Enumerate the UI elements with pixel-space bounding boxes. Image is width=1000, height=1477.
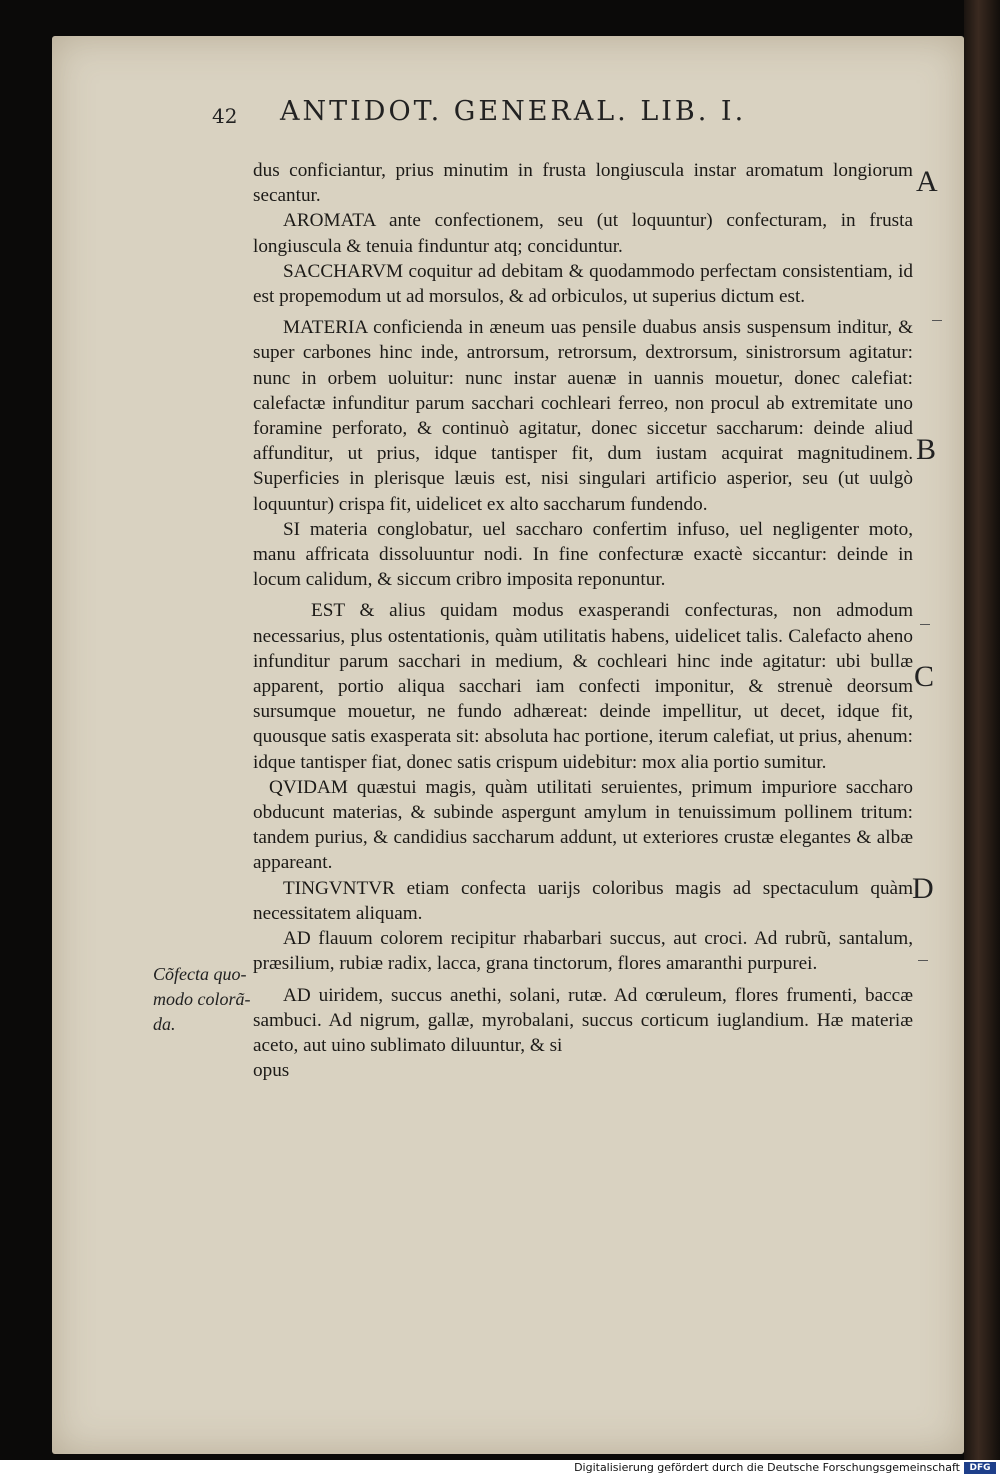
marginal-note-line: Cõfecta quo-	[153, 964, 247, 984]
page-number: 42	[212, 104, 238, 128]
dfg-logo-icon: DFG	[964, 1462, 996, 1474]
main-text	[253, 158, 913, 1083]
paragraph-6: EST & alius quidam modus exasperandi confecturas, non admodum necessarius, plus ostentationis, quàm utilitatis habens, uidelicet talis. Calefacto aheno infunditur parum sacchari in medium, & cochleari hinc inde agitatur: ubi bullæ apparent, portio aliqua sacchari iam confecti imponitur, & strenuè deorsum sursumque mouetur, ne fundo adhæreat: deinde impellitur, ut decet, idque fit, quousque satis exasperata sit: absoluta hac portione, iterum calefiat, ut prius, ahenum: idque tantisper fiat, donec satis crispum uidebitur: mox alia portio sumitur.	[253, 600, 913, 773]
running-header	[212, 96, 852, 136]
margin-letter-b: B	[916, 433, 937, 466]
paragraph-5: SI materia conglobatur, uel saccharo confertim infuso, uel negligenter moto, manu affricata dissoluuntur nodi. In fine confecturæ exactè siccantur: deinde in locum calidum, & siccum cribro imposita reponuntur.	[253, 518, 913, 591]
footer-bar	[0, 1460, 1000, 1477]
catchword: opus	[253, 1060, 290, 1082]
paragraph-3: SACCHARVM coquitur ad debitam & quodammodo perfectam consistentiam, id est propemodum ut ad morsulos, & ad orbiculos, ut superius dictum est.	[253, 260, 913, 308]
marginal-note	[153, 962, 253, 1037]
paragraph-2: AROMATA ante confectionem, seu (ut loquuntur) confecturam, in frusta longiuscula & tenuia finduntur atq; conciduntur.	[253, 210, 913, 257]
paragraph-10: AD uiridem, succus anethi, solani, rutæ. Ad cœruleum, flores frumenti, baccæ sambuci. Ad nigrum, gallæ, myrobalani, succus corticum iuglandium. Hæ materiæ aceto, aut uino sublimato diluuntur, & si	[253, 984, 913, 1056]
paragraph-1: dus conficiantur, prius minutim in frusta longiuscula instar aromatum longiorum secantur.	[253, 160, 913, 207]
paragraph-8: TINGVNTVR etiam confecta uarijs coloribus magis ad spectaculum quàm necessitatem aliquam.	[253, 877, 913, 924]
paragraph-4: MATERIA conficienda in æneum uas pensile duabus ansis suspensum inditur, & super carbones hinc inde, antrorsum, retrorsum, dextrorsum, sinistrorsum agitatur: nunc in orbem uoluitur: nunc instar auenæ in uannis mouetur, donec calefiat: calefactæ infunditur parum sacchari cochleari ferreo, non procul ab extremitate uno foramine perforato, & continuò agitatur, donec siccetur saccharum: deinde aliud affunditur, ut prius, idque tantisper fit, dum iustam acquirat magnitudinem. Superficies in plerisque læuis est, nisi singulari artificio asperior, seu (ut uulgò loquuntur) crispa fit, uidelicet ex alto saccharum fundendo.	[253, 317, 913, 515]
funding-credit: Digitalisierung gefördert durch die Deutsche Forschungsgemeinschaft	[574, 1461, 960, 1474]
marginal-note-line: da.	[153, 1014, 176, 1034]
book-spine	[964, 0, 1000, 1460]
paragraph-9: AD flauum colorem recipitur rhabarbari succus, aut croci. Ad rubrũ, santalum, præsilium, rubiæ radix, lacca, grana tinctorum, flores amaranthi purpurei.	[253, 928, 913, 975]
margin-letter-a: A	[916, 165, 938, 198]
running-title: ANTIDOT. GENERAL. LIB. I.	[280, 96, 747, 127]
margin-letter-c: C	[914, 660, 935, 693]
paragraph-7: QVIDAM quæstui magis, quàm utilitati seruientes, primum impuriore saccharo obducunt materias, & subinde aspergunt amylum in tenuissimum pollinem tritum: tandem purius, & candidius saccharum addunt, ut exteriores crustæ elegantes & albæ appareant.	[253, 776, 913, 874]
margin-letter-d: D	[912, 872, 934, 905]
marginal-note-line: modo colorã-	[153, 989, 251, 1009]
